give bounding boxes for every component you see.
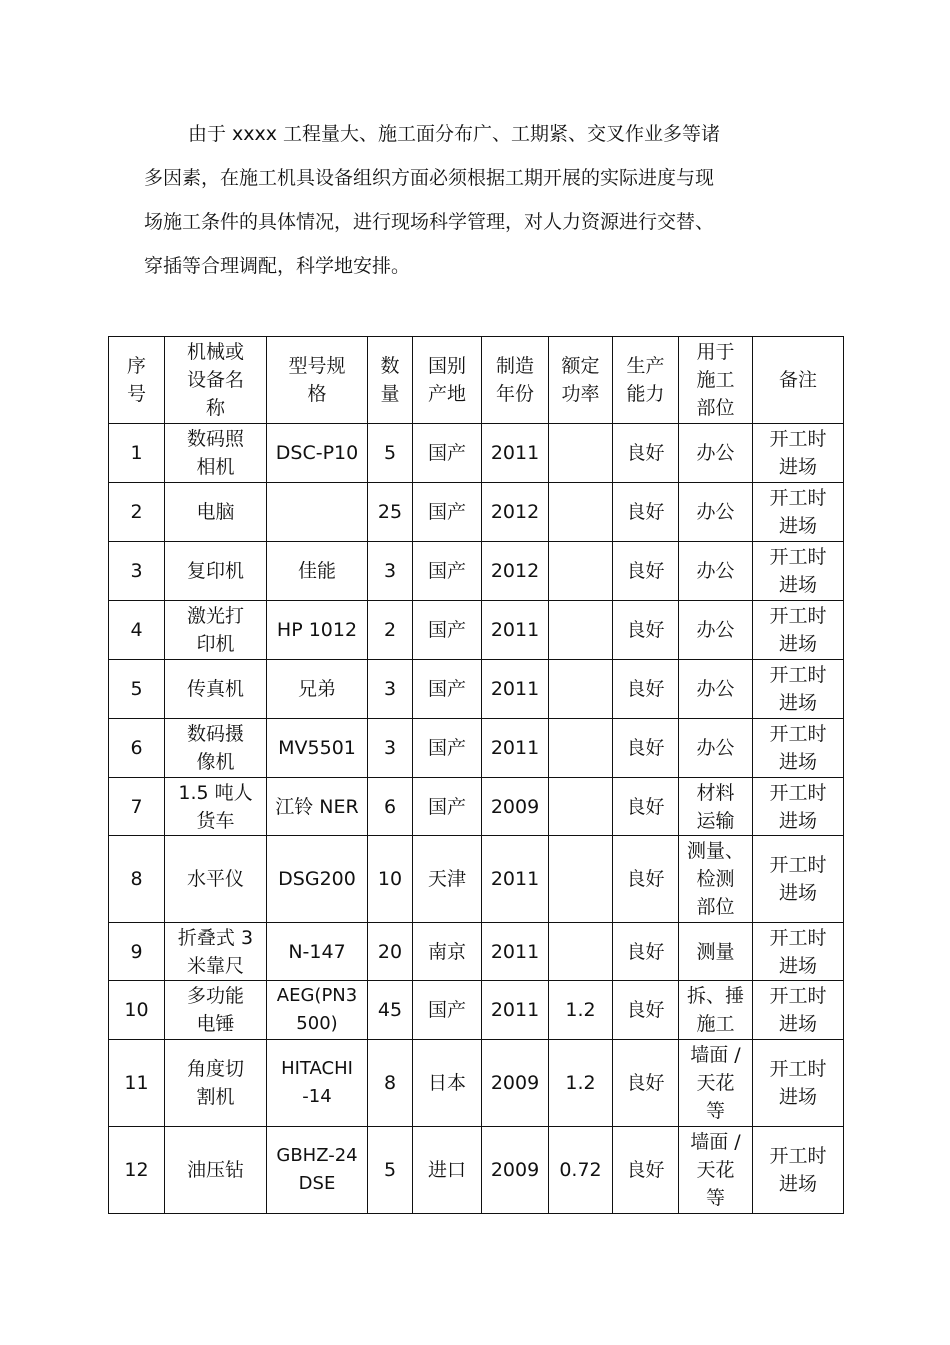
table-cell: 良好 — [613, 719, 679, 778]
table-cell: 2011 — [482, 424, 549, 483]
table-cell: 2 — [109, 483, 165, 542]
table-cell: 多功能 电锤 — [165, 981, 267, 1040]
table-cell: 2011 — [482, 836, 549, 923]
table-cell — [549, 424, 613, 483]
column-header: 备注 — [753, 337, 844, 424]
table-cell: 9 — [109, 923, 165, 981]
table-cell: 开工时 进场 — [753, 778, 844, 836]
table-cell: 2012 — [482, 483, 549, 542]
table-cell — [549, 778, 613, 836]
table-cell: 南京 — [413, 923, 482, 981]
column-header: 国别 产地 — [413, 337, 482, 424]
table-row — [109, 601, 844, 660]
table-cell: AEG(PN3 500) — [267, 981, 368, 1040]
table-cell: DSC-P10 — [267, 424, 368, 483]
table-cell: 12 — [109, 1127, 165, 1214]
table-cell: N-147 — [267, 923, 368, 981]
table-cell: 测量、 检测 部位 — [679, 836, 753, 923]
table-cell: 数码照 相机 — [165, 424, 267, 483]
table-cell: 良好 — [613, 1040, 679, 1127]
table-cell: 45 — [368, 981, 413, 1040]
column-header: 用于 施工 部位 — [679, 337, 753, 424]
table-cell: 激光打 印机 — [165, 601, 267, 660]
table-cell: 开工时 进场 — [753, 1127, 844, 1214]
table-cell: 开工时 进场 — [753, 836, 844, 923]
column-header: 额定 功率 — [549, 337, 613, 424]
table-cell: 5 — [368, 1127, 413, 1214]
paragraph-line: 场施工条件的具体情况，进行现场科学管理，对人力资源进行交替、 — [144, 211, 715, 233]
table-row — [109, 483, 844, 542]
table-cell: 办公 — [679, 660, 753, 719]
table-cell: 墙面 / 天花 等 — [679, 1040, 753, 1127]
table-cell: 开工时 进场 — [753, 660, 844, 719]
table-cell: 良好 — [613, 542, 679, 601]
table-cell: 良好 — [613, 483, 679, 542]
table-cell: 0.72 — [549, 1127, 613, 1214]
paragraph-line: 多因素，在施工机具设备组织方面必须根据工期开展的实际进度与现 — [144, 167, 715, 189]
table-cell: 1.2 — [549, 981, 613, 1040]
table-cell: 复印机 — [165, 542, 267, 601]
intro-paragraph — [144, 112, 784, 288]
table-cell: 5 — [109, 660, 165, 719]
table-cell: 2011 — [482, 601, 549, 660]
table-cell: 开工时 进场 — [753, 424, 844, 483]
table-cell: 传真机 — [165, 660, 267, 719]
paragraph-line: 穿插等合理调配，科学地安排。 — [144, 255, 411, 277]
table-cell: 8 — [109, 836, 165, 923]
table-cell: 兄弟 — [267, 660, 368, 719]
column-header: 数 量 — [368, 337, 413, 424]
table-cell: 2009 — [482, 1127, 549, 1214]
table-cell: 进口 — [413, 1127, 482, 1214]
table-cell: 办公 — [679, 424, 753, 483]
table-cell: 办公 — [679, 719, 753, 778]
column-header: 制造 年份 — [482, 337, 549, 424]
table-row — [109, 1040, 844, 1127]
table-row — [109, 719, 844, 778]
table-cell: 3 — [368, 660, 413, 719]
table-cell: 良好 — [613, 1127, 679, 1214]
table-cell: 良好 — [613, 601, 679, 660]
table-cell: 1.2 — [549, 1040, 613, 1127]
table-cell: 良好 — [613, 836, 679, 923]
table-cell: 国产 — [413, 542, 482, 601]
table-cell: 2012 — [482, 542, 549, 601]
table-cell: 4 — [109, 601, 165, 660]
table-row — [109, 542, 844, 601]
table-cell: 办公 — [679, 601, 753, 660]
table-cell: 良好 — [613, 778, 679, 836]
table-cell: 2011 — [482, 719, 549, 778]
table-cell: 墙面 / 天花 等 — [679, 1127, 753, 1214]
table-cell: 佳能 — [267, 542, 368, 601]
column-header: 型号规 格 — [267, 337, 368, 424]
table-cell: 2011 — [482, 923, 549, 981]
table-cell — [549, 719, 613, 778]
table-cell: 拆、捶 施工 — [679, 981, 753, 1040]
table-cell: 国产 — [413, 483, 482, 542]
table-cell — [549, 660, 613, 719]
table-cell: 3 — [368, 542, 413, 601]
table-cell: 5 — [368, 424, 413, 483]
table-cell: 电脑 — [165, 483, 267, 542]
table-cell: 开工时 进场 — [753, 719, 844, 778]
table-cell: 测量 — [679, 923, 753, 981]
table-row — [109, 923, 844, 981]
table-cell: 2011 — [482, 660, 549, 719]
table-cell — [549, 923, 613, 981]
table-cell: 2009 — [482, 778, 549, 836]
table-cell: 7 — [109, 778, 165, 836]
table-cell: 国产 — [413, 601, 482, 660]
table-cell: 折叠式 3 米靠尺 — [165, 923, 267, 981]
table-cell: 国产 — [413, 424, 482, 483]
table-cell: 良好 — [613, 424, 679, 483]
table-cell: 材料 运输 — [679, 778, 753, 836]
table-cell: 良好 — [613, 923, 679, 981]
table-cell: 3 — [109, 542, 165, 601]
table-cell: 6 — [109, 719, 165, 778]
table-cell: 国产 — [413, 660, 482, 719]
table-cell: 10 — [109, 981, 165, 1040]
table-cell: 1 — [109, 424, 165, 483]
table-cell: 江铃 NER — [267, 778, 368, 836]
table-cell: 办公 — [679, 542, 753, 601]
table-cell: GBHZ-24 DSE — [267, 1127, 368, 1214]
table-cell: 数码摄 像机 — [165, 719, 267, 778]
table-cell: 3 — [368, 719, 413, 778]
table-cell — [267, 483, 368, 542]
table-row — [109, 660, 844, 719]
table-cell: 开工时 进场 — [753, 981, 844, 1040]
table-cell: 11 — [109, 1040, 165, 1127]
table-cell: MV5501 — [267, 719, 368, 778]
table-cell — [549, 601, 613, 660]
table-cell — [549, 542, 613, 601]
table-cell: 开工时 进场 — [753, 483, 844, 542]
column-header: 序 号 — [109, 337, 165, 424]
table-cell — [549, 836, 613, 923]
table-row — [109, 836, 844, 923]
table-cell: 2011 — [482, 981, 549, 1040]
table-cell: 2009 — [482, 1040, 549, 1127]
table-cell: 角度切 割机 — [165, 1040, 267, 1127]
column-header: 生产 能力 — [613, 337, 679, 424]
paragraph-line: 由于 xxxx 工程量大、施工面分布广、工期紧、交叉作业多等诸 — [188, 123, 721, 145]
table-cell: 国产 — [413, 778, 482, 836]
table-cell: 开工时 进场 — [753, 542, 844, 601]
table-cell: 6 — [368, 778, 413, 836]
table-cell: 国产 — [413, 981, 482, 1040]
table-cell: 2 — [368, 601, 413, 660]
table-row — [109, 424, 844, 483]
table-cell: 8 — [368, 1040, 413, 1127]
table-cell: 25 — [368, 483, 413, 542]
table-cell: 日本 — [413, 1040, 482, 1127]
table-cell: HP 1012 — [267, 601, 368, 660]
table-cell: 开工时 进场 — [753, 601, 844, 660]
table-cell: 良好 — [613, 981, 679, 1040]
table-header-row — [109, 337, 844, 424]
table-cell: 天津 — [413, 836, 482, 923]
table-row — [109, 981, 844, 1040]
table-cell — [549, 483, 613, 542]
table-cell: 开工时 进场 — [753, 923, 844, 981]
table-cell: 水平仪 — [165, 836, 267, 923]
table-cell: DSG200 — [267, 836, 368, 923]
equipment-table — [108, 336, 844, 1214]
table-cell: HITACHI -14 — [267, 1040, 368, 1127]
table-cell: 良好 — [613, 660, 679, 719]
column-header: 机械或 设备名 称 — [165, 337, 267, 424]
table-cell: 10 — [368, 836, 413, 923]
table-cell: 办公 — [679, 483, 753, 542]
table-cell: 开工时 进场 — [753, 1040, 844, 1127]
table-row — [109, 1127, 844, 1214]
table-cell: 1.5 吨人 货车 — [165, 778, 267, 836]
table-cell: 国产 — [413, 719, 482, 778]
table-row — [109, 778, 844, 836]
table-cell: 油压钻 — [165, 1127, 267, 1214]
table-cell: 20 — [368, 923, 413, 981]
